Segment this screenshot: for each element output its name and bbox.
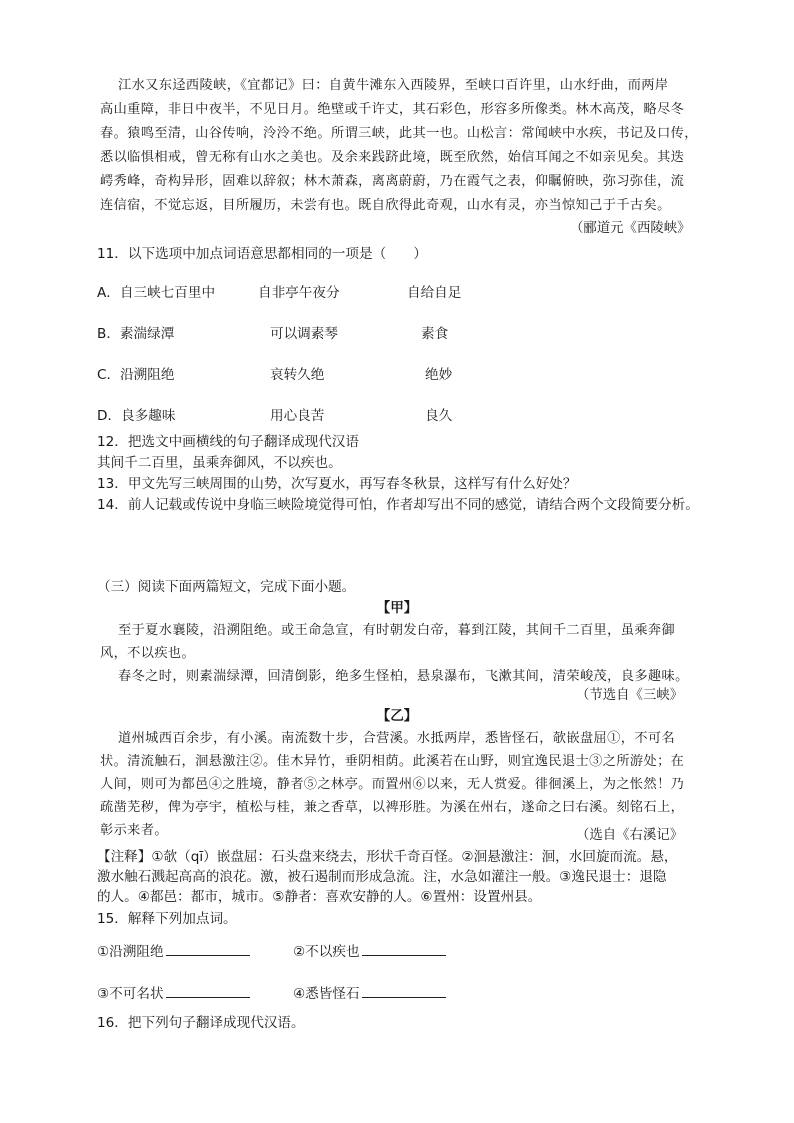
- q15-item: [97, 942, 250, 960]
- option-c-c: 绝妙: [425, 367, 453, 383]
- jia-source: （节选自《三峡》: [576, 688, 684, 703]
- yi-title: 【乙】: [376, 708, 418, 724]
- question-13: 13．甲文先写三峡周围的山势，次写夏水，再写春冬秋景，这样写有什么好处？: [97, 476, 577, 492]
- annotation-line: 的人。④都邑：都市，城市。⑤静者：喜欢安静的人。⑥置州：设置州县。: [97, 889, 542, 905]
- yi-line: 道州城西百余步，有小溪。南流数十步，合营溪。水抵两岸，悉皆怪石，欹嵌盘屈①，不可名: [118, 731, 676, 746]
- question-12-stem: 12．把选文中画横线的句子翻译成现代汉语: [97, 434, 359, 450]
- q15-item-label: ①沿溯阻绝: [97, 944, 164, 960]
- answer-blank[interactable]: [166, 942, 250, 956]
- section-3-heading: （三）阅读下面两篇短文，完成下面小题。: [97, 579, 356, 595]
- q15-item-label: ④悉皆怪石: [293, 986, 360, 1002]
- passage-line: 崿秀峰，奇构异形，固难以辞叙；林木萧森，离离蔚蔚，乃在霞气之表，仰瞩俯映，弥习弥佳，流: [100, 174, 685, 189]
- option-c-b: 哀转久绝: [270, 367, 325, 383]
- question-15-stem: 15．解释下列加点词。: [97, 911, 237, 927]
- answer-blank[interactable]: [362, 984, 446, 998]
- option-c: C．沿溯阻绝: [97, 367, 175, 383]
- passage-source: （郦道元《西陵峡》: [570, 221, 691, 236]
- option-a-b: 自非亭午夜分: [258, 285, 340, 301]
- answer-blank[interactable]: [362, 942, 446, 956]
- question-16: 16．把下列句子翻译成现代汉语。: [97, 1015, 305, 1031]
- question-11-stem: 11．以下选项中加点词语意思都相同的一项是（ ）: [97, 246, 427, 262]
- annotation-line: 【注释】①欹（qī）嵌盘屈：石头盘来绕去，形状千奇百怪。②洄悬激注：洄，水回旋而流。悬，: [97, 849, 678, 865]
- q15-item: [293, 942, 446, 960]
- jia-title: 【甲】: [376, 600, 418, 616]
- passage-line: 高山重障，非日中夜半，不见日月。绝壁或千许丈，其石彩色，形容多所像类。林木高茂，略尽冬: [100, 102, 685, 117]
- annotation-line: 激水触石溅起高高的浪花。激，被石遏制而形成急流。注，水急如灌注一般。③逸民退士：退隐: [97, 869, 667, 885]
- answer-blank[interactable]: [166, 984, 250, 998]
- yi-line: 疏凿芜秽，俾为亭宇，植松与桂，兼之香草，以裨形胜。为溪在州右，遂命之曰右溪。刻铭石上，: [100, 800, 685, 815]
- option-d-b: 用心良苦: [270, 408, 325, 424]
- passage-line: 悉以临惧相戒，曾无称有山水之美也。及余来践跻此境，既至欣然，始信耳闻之不如亲见矣。其迭: [100, 150, 685, 165]
- q15-item: [97, 984, 250, 1002]
- option-d: D．良多趣味: [97, 408, 176, 424]
- yi-line: 人间，则可为都邑④之胜境，静者⑤之林亭。而置州⑥以来，无人赏爱。徘徊溪上，为之怅然！乃: [100, 777, 685, 792]
- jia-line: 春冬之时，则素湍绿潭，回清倒影，绝多生怪柏，悬泉瀑布，飞漱其间，清荣峻茂，良多趣味。: [118, 669, 689, 684]
- q15-item: [293, 984, 446, 1002]
- question-14: 14．前人记载或传说中身临三峡险境觉得可怕，作者却写出不同的感觉，请结合两个文段简要分析。: [97, 497, 699, 513]
- option-a-c: 自给自足: [407, 285, 462, 301]
- passage-line: 连信宿，不觉忘返，目所履历，未尝有也。既自欣得此奇观，山水有灵，亦当惊知己于千古矣。: [100, 198, 671, 213]
- passage-line: 春。猿鸣至清，山谷传响，泠泠不绝。所谓三峡，此其一也。山松言：常闻峡中水疾，书记及口传，: [100, 126, 698, 141]
- q15-item-label: ③不可名状: [97, 986, 164, 1002]
- question-12-sentence: 其间千二百里，虽乘奔御风，不以疾也。: [97, 455, 342, 471]
- option-b-b: 可以调素琴: [270, 326, 338, 342]
- yi-line: 状。清流触石，洄悬激注②。佳木异竹，垂阴相荫。此溪若在山野，则宜逸民退士③之所游处；在: [100, 754, 685, 769]
- yi-line: 彰示来者。: [100, 823, 168, 838]
- option-b: B．素湍绿潭: [97, 326, 175, 342]
- passage-line: 江水又东迳西陵峡，《宜都记》曰：自黄牛滩东入西陵界，至峡口百许里，山水纡曲，而两岸: [118, 78, 669, 93]
- option-d-c: 良久: [425, 408, 453, 424]
- option-a: A．自三峡七百里中: [97, 285, 216, 301]
- jia-line: 至于夏水襄陵，沿溯阻绝。或王命急宣，有时朝发白帝，暮到江陵，其间千二百里，虽乘奔御: [118, 623, 676, 638]
- yi-source: （选自《右溪记》: [576, 828, 684, 843]
- q15-item-label: ②不以疾也: [293, 944, 360, 960]
- option-b-c: 素食: [421, 326, 449, 342]
- jia-line: 风，不以疾也。: [100, 646, 196, 661]
